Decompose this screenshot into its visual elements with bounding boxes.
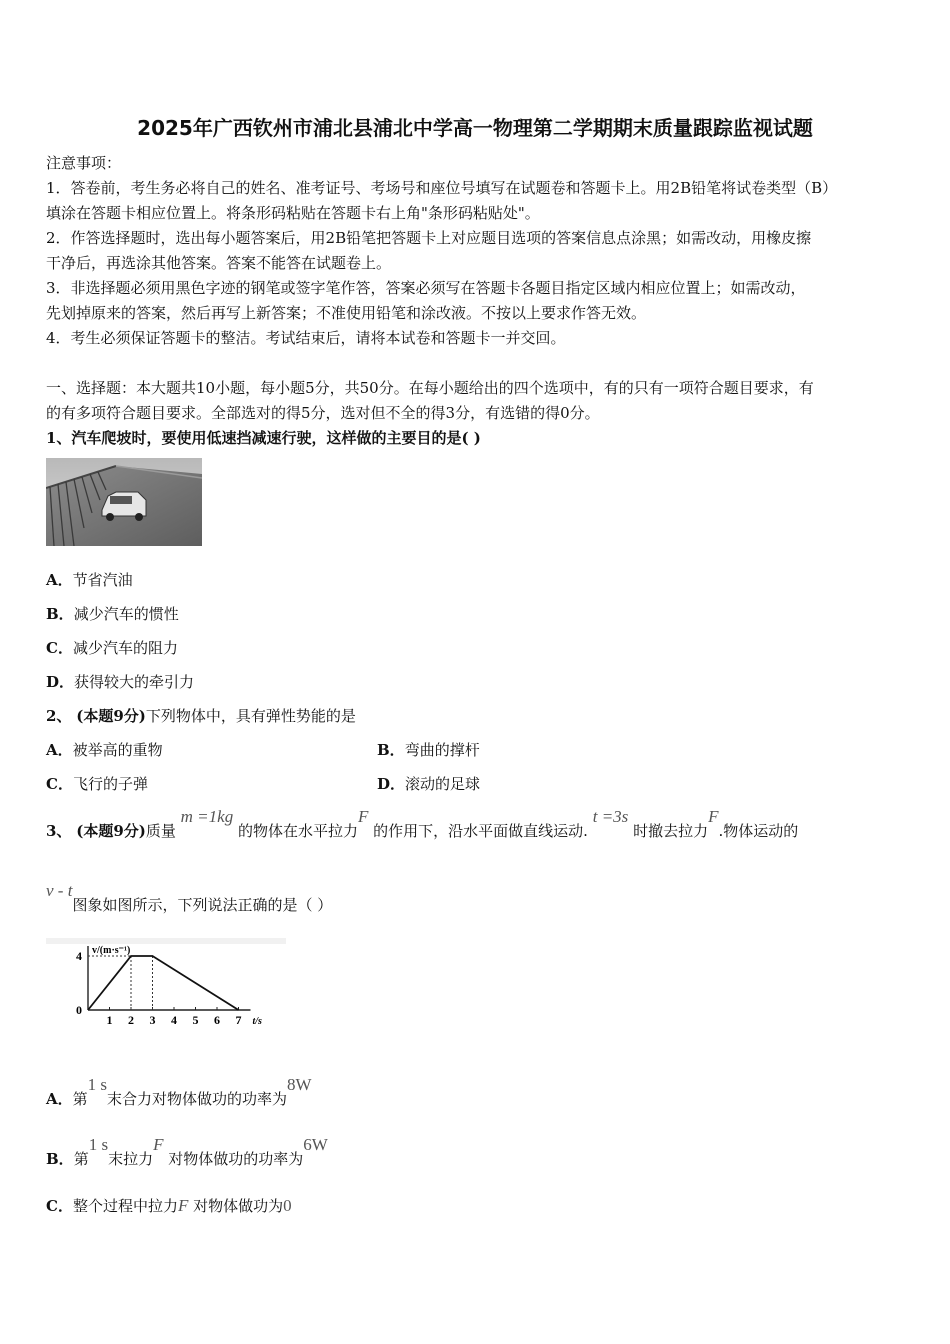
question-3-option-a[interactable]: A．第1 s末合力对物体做功的功率为8W	[46, 1075, 312, 1108]
question-2-option-b[interactable]: B．弯曲的撑杆	[377, 741, 480, 759]
notice-heading: 注意事项：	[46, 154, 122, 172]
notice-line: 1．答卷前，考生务必将自己的姓名、准考证号、考场号和座位号填写在试题卷和答题卡上。用2B铅笔将试卷类型（B）	[46, 179, 838, 197]
question-1-option-d[interactable]: D．获得较大的牵引力	[46, 673, 195, 691]
y-tick-label: 4	[76, 949, 82, 963]
x-tick-label: 4	[171, 1013, 177, 1027]
question-3-option-b[interactable]: B．第1 s末拉力F 对物体做功的功率为6W	[46, 1135, 328, 1168]
x-tick-label: 6	[214, 1013, 220, 1027]
notice-line: 干净后，再选涂其他答案。答案不能答在试题卷上。	[46, 254, 392, 272]
question-2-stem: 2、 (本题9分)下列物体中，具有弹性势能的是	[46, 707, 356, 725]
mass-formula: m =1kg	[180, 807, 234, 826]
notice-line: 3．非选择题必须用黑色字迹的钢笔或签字笔作答，答案必须写在答题卡各题目指定区域内相应位置上；如需改动，	[46, 279, 806, 297]
page-title: 2025年广西钦州市浦北县浦北中学高一物理第二学期期末质量跟踪监视试题	[137, 116, 813, 140]
question-1-stem: 1、汽车爬坡时，要使用低速挡减速行驶，这样做的主要目的是( )	[46, 429, 481, 447]
y-axis-label: v/(m·s⁻¹)	[92, 945, 131, 956]
time-formula: t =3s	[592, 807, 629, 826]
section-heading: 一、选择题：本大题共10小题，每小题5分，共50分。在每小题给出的四个选项中，有的只有一项符合题目要求，有	[46, 379, 814, 397]
x-tick-label: 7	[235, 1013, 242, 1027]
section-heading: 的有多项符合题目要求。全部选对的得5分，选对但不全的得3分，有选错的得0分。	[46, 404, 600, 422]
x-tick-label: 5	[192, 1013, 199, 1027]
x-tick-label: 2	[128, 1013, 134, 1027]
origin-label: 0	[76, 1003, 82, 1017]
x-tick-label: 1	[106, 1013, 113, 1027]
notice-line: 填涂在答题卡相应位置上。将条形码粘贴在答题卡右上角"条形码粘贴处"。	[46, 204, 540, 222]
x-tick-label: 3	[149, 1013, 156, 1027]
velocity-time-graph	[46, 938, 286, 1030]
question-3-stem-2: v - t图象如图所示，下列说法正确的是（ ）	[46, 881, 333, 914]
question-3-option-c[interactable]: C．整个过程中拉力F 对物体做功为0	[46, 1196, 292, 1215]
question-3-stem: 3、 (本题9分)质量 m =1kg 的物体在水平拉力F 的作用下，沿水平面做直线运动. t =3s 时撤去拉力F.物体运动的	[46, 807, 799, 840]
question-1-option-a[interactable]: A．节省汽油	[46, 571, 133, 589]
notice-line: 先划掉原来的答案，然后再写上新答案；不准使用铅笔和涂改液。不按以上要求作答无效。	[46, 304, 647, 322]
force-symbol: F	[708, 807, 719, 826]
question-2-option-c[interactable]: C．飞行的子弹	[46, 775, 148, 793]
notice-line: 4．考生必须保证答题卡的整洁。考试结束后，请将本试卷和答题卡一并交回。	[46, 329, 566, 347]
x-axis-label: t/s	[252, 1016, 262, 1027]
question-2-option-d[interactable]: D．滚动的足球	[377, 775, 481, 793]
vt-symbol: v - t	[46, 881, 73, 900]
car-on-slope-photo	[46, 458, 202, 546]
question-1-option-b[interactable]: B．减少汽车的惯性	[46, 605, 179, 623]
notice-line: 2．作答选择题时，选出每小题答案后，用2B铅笔把答题卡上对应题目选项的答案信息点涂黑；如需改动，用橡皮擦	[46, 229, 812, 247]
question-1-option-c[interactable]: C．减少汽车的阻力	[46, 639, 178, 657]
force-symbol: F	[358, 807, 369, 826]
question-2-option-a[interactable]: A．被举高的重物	[46, 741, 163, 759]
